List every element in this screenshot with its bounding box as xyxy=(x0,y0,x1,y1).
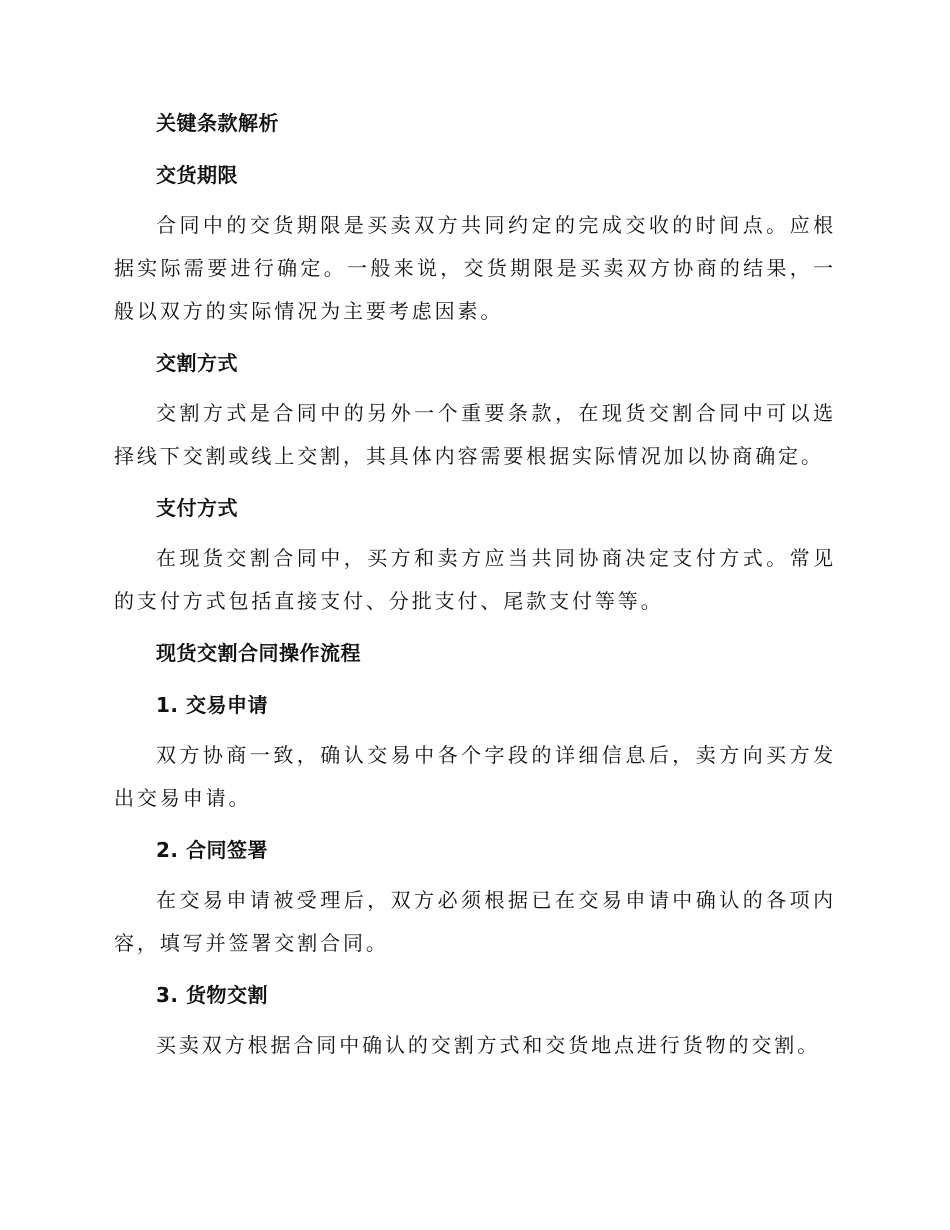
step2-heading: 2. 合同签署 xyxy=(156,838,268,862)
payment-method-heading: 支付方式 xyxy=(156,496,238,520)
step2-paragraph: 在交易申请被受理后，双方必须根据已在交易申请中确认的各项内容，填写并签署交割合同。 xyxy=(114,888,836,955)
delivery-term-heading: 交货期限 xyxy=(156,163,238,187)
step1-heading: 1. 交易申请 xyxy=(156,693,268,717)
payment-method-paragraph: 在现货交割合同中，买方和卖方应当共同协商决定支付方式。常见的支付方式包括直接支付、分批支付、尾款支付等等。 xyxy=(114,546,836,613)
key-terms-heading: 关键条款解析 xyxy=(156,111,279,135)
process-heading: 现货交割合同操作流程 xyxy=(156,641,361,665)
settlement-method-heading: 交割方式 xyxy=(156,351,238,375)
document-body xyxy=(114,108,836,1067)
delivery-term-paragraph: 合同中的交货期限是买卖双方共同约定的完成交收的时间点。应根据实际需要进行确定。一般来说，交货期限是买卖双方协商的结果，一般以双方的实际情况为主要考虑因素。 xyxy=(114,213,836,323)
step1-paragraph: 双方协商一致，确认交易中各个字段的详细信息后，卖方向买方发出交易申请。 xyxy=(114,743,836,810)
step3-paragraph: 买卖双方根据合同中确认的交割方式和交货地点进行货物的交割。 xyxy=(156,1033,821,1057)
step3-heading: 3. 货物交割 xyxy=(156,983,268,1007)
settlement-method-paragraph: 交割方式是合同中的另外一个重要条款，在现货交割合同中可以选择线下交割或线上交割，其具体内容需要根据实际情况加以协商确定。 xyxy=(114,401,836,468)
